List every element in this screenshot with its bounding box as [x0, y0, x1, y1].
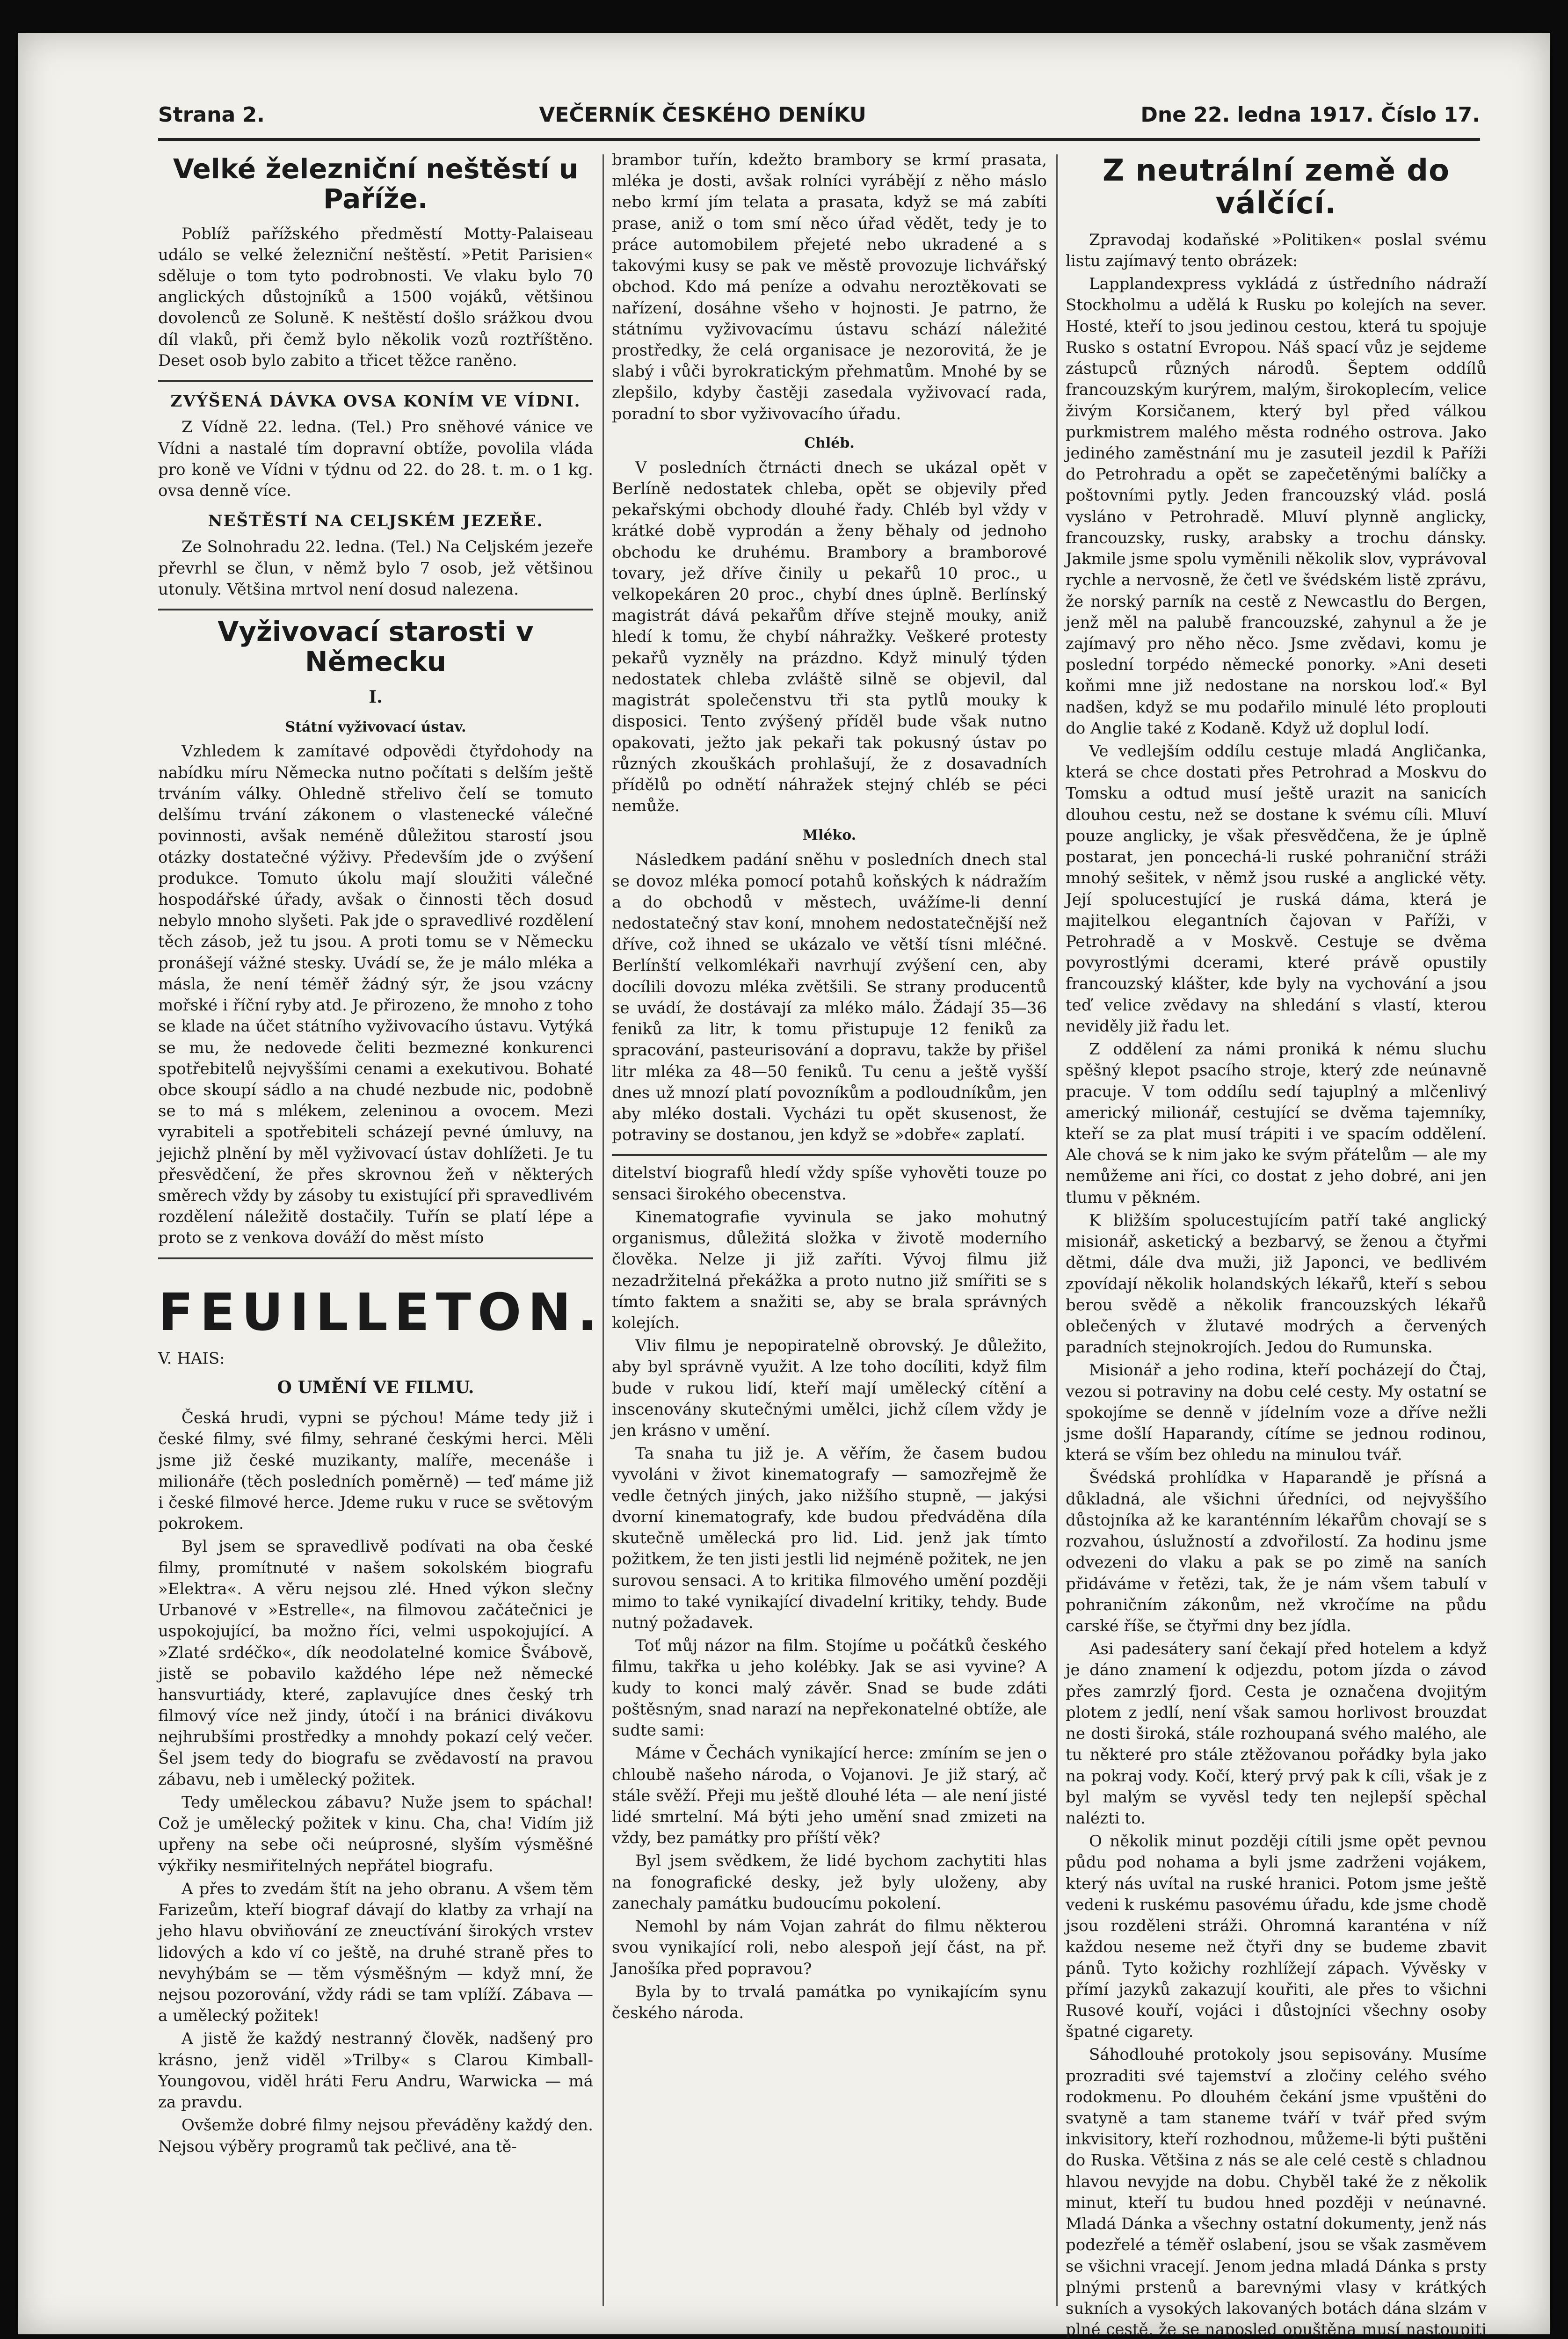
article-text: Ze Solnohradu 22. ledna. (Tel.) Na Celjském jezeře převrhl se člun, v němž bylo 7 osob, jež většinou utonuly. Většina mrtvol není dosud nalezena.: [158, 538, 593, 599]
feuilleton-paragraph: Ovšemže dobré filmy nejsou převáděny každý den. Nejsou výběry programů tak pečlivé, ana tě-: [158, 2116, 593, 2156]
feuilleton-paragraph: Byla by to trvalá památka po vynikajícím synu českého národa.: [612, 1982, 1047, 2022]
section-title: Chléb.: [804, 435, 855, 451]
feuilleton-title: O UMĚNÍ VE FILMU.: [277, 1378, 474, 1398]
issue-date: Dne 22. ledna 1917. Číslo 17.: [1140, 102, 1480, 127]
article-paragraph: brambor tuřín, kdežto brambory se krmí prasata, mléka je dosti, avšak rolníci vyrábějí z něho máslo nebo krmí jím telata a prasata, když se má zabíti prase, aniž o tom smí něco úřad vědět, tedy je to práce automobilem přejeté nebo ukradené a s takovými kusy se pak ve městě provozuje lichvářský obchod. Kdo má peníze a odvahu neroztěkovati se nařízení, dosáhne všeho v hojnosti. Je patrno, že státnímu vyživovacímu ústavu schází náležité prostředky, že celá organisace je nezorovitá, že je slabý i vůči byrokratickým přehmatům. Mnohé by se zlepšilo, kdyby častěji zasedala vyživovací rada, poradní to sbor vyživovacího úřadu.: [612, 151, 1047, 423]
column-divider: [1056, 154, 1058, 2306]
article-text: Poblíž pařížského předměstí Motty-Palaiseau událo se velké železniční neštěstí. »Petit Parisien« sděluje o tom tyto podrobnosti. Ve vlaku bylo 70 anglických důstojníků a 1500 vojáků, většinou dovolenců ze Soluně. K neštěstí došlo srážkou dvou díl vlaků, při čemž bylo několik vozů roztříštěno. Deset osob bylo zabito a třicet těžce raněno.: [158, 224, 593, 370]
header-rule: [158, 138, 1480, 141]
section-title: Mléko.: [802, 827, 857, 844]
article-paragraph: K bližším spolucestujícím patří také anglický misionář, asketický a bezbarvý, se ženou a čtyřmi dětmi, dále dva muži, již Japonci, ve bedlivém zpovídají několik holandských lékařů, kteří s sebou berou svědě a několik francouzských lékařů oblečených v žlutavé modrých a červených paradních stejnokrojích. Jedou do Rumunska.: [1066, 1211, 1487, 1357]
section-number: I.: [369, 687, 383, 707]
article-paragraph: Švédská prohlídka v Haparandě je přísná a důkladná, ale všichni úředníci, od nejvyššího důstojníka až ke karanténním lékařům chovají se s rozvahou, úslužností a zdvořilostí. Za hodinu jsme odvezeni do vlaku a pak se po zimě na saních přidáváme v řetězi, tak, že je nám všem tabulí v pohraničním zákonům, než vkročíme na půdu carské říše, se čtyřmi dny bez jídla.: [1066, 1468, 1487, 1635]
feuilleton-heading: FEUILLETON.: [158, 1282, 604, 1342]
article-paragraph: Misionář a jeho rodina, kteří pocházejí do Čtaj, vezou si potraviny na dobu celé cesty. My ostatní se spokojíme se denně v jídelním voze a dříve nežli jsme došlí Haparandy, cítíme se jednou rodinou, která se vším bez ohledu na minulou tvář.: [1066, 1361, 1487, 1465]
article-text: Z Vídně 22. ledna. (Tel.) Pro sněhové vánice ve Vídni a nastalé tím dopravní obtíže, povolila vláda pro koně ve Vídni v týdnu od 22. do 28. t. m. o 1 kg. ovsa denně více.: [158, 418, 593, 500]
feuilleton-paragraph: Toť můj názor na film. Stojíme u počátků českého filmu, takřka u jeho kolébky. Jak se asi vyvine? A kudy to konci malý závěr. Snad se bude zdáti poštěsným, snad narazí na nepřekonatelné obtíže, ale sudte sami:: [612, 1636, 1047, 1740]
divider: [612, 1154, 1047, 1156]
feuilleton-paragraph: Byl jsem svědkem, že lidé bychom zachytiti hlas na fonografické desky, jež byly uloženy, aby zanechaly památku budoucímu pokolení.: [612, 1852, 1047, 1913]
article-paragraph: Sáhodlouhé protokoly jsou sepisovány. Musíme prozraditi své tajemství a zločiny celého svého rodokmenu. Po dlouhém čekání jsme vpuštěni do svatyně a tam staneme tváří v tvář před svým inkvisitory, kteří rozhodnou, můžeme-li býti puštěni do Ruska. Většina z nás se ale celé cestě s chladnou hlavou nevyjde na dobu. Chyběl také že z několik minut, kteří tu budou hned později v neúnavné. Mladá Dánka a všechny ostatní dokumenty, jenž nás podezřelé a téměř oslabení, jsou se však zasměvem se všichni vracejí. Jenom jedna mladá Dánka s prsty plnými prstenů a barevnými vlasy v krátkých sukních a vysokých lakovaných botách dána slzám v plné cestě, že se naposled opuštěna musí nastoupiti: [1066, 2045, 1487, 2339]
newspaper-page: [18, 33, 1550, 2339]
feuilleton-paragraph: A jistě že každý nestranný člověk, nadšený pro krásno, jenž viděl »Trilby« s Clarou Kimball-Youngovou, viděl hráti Feru Andru, Warwicka — má za pravdu.: [158, 2029, 593, 2112]
article-paragraph: Asi padesátery saní čekají před hotelem a když je dáno znamení k odjezdu, potom jízda o závod přes zamrzlý fjord. Cesta je označena dvojitým plotem z jedlí, není však samou horlivost brouzdat ne dosti široká, stále rozhoupaná svého malého, ale tu některé pro stále ztěžovanou pořádky byla jako na pokraj vody. Kočí, který prvý pak k cíli, však je z byl malým se vyvěsl tedy ten nejlepší spěchal nalézti to.: [1066, 1640, 1487, 1828]
feuilleton-author: V. HAIS:: [158, 1349, 225, 1368]
article-paragraph: O několik minut později cítili jsme opět pevnou půdu pod nohama a byli jsme zadrženi vojákem, který nás uvítal na ruské hranici. Potom jsme ještě vedeni k ruskému pasovému úřadu, kde jsme chodě jsou rozděleni stráži. Ohromná karanténa v níž každou neseme než čtyři dny se budeme zbavit pánů. Tyto kožichy rozhlížejí zápach. Vývěsky v přímí jazyků zakazují kouřiti, ale přes to všichni Rusové kouří, vojáci i důstojníci všechny osoby špatné cigarety.: [1066, 1832, 1487, 2041]
article-paragraph: V posledních čtrnácti dnech se ukázal opět v Berlíně nedostatek chleba, opět se objevily před pekařskými obchody dlouhé řady. Chléb byl vždy v krátké době vyprodán a ženy běhaly od jednoho obchodu ke druhému. Brambory a bramborové tovary, jež dříve činily u pekařů 10 proc., u velkopekáren 20 proc., chybí dnes úplně. Berlínský magistrát dává pekařům dříve stejně mouky, aniž hledí k tomu, že chybí náhražky. Veškeré protesty pekařů vyzněly na prázdno. Když minulý týden nedostatek chleba zvláště silně se objevil, dal magistrát společenstvu tři sta pytlů mouky k disposici. Tento zvýšený příděl bude však nutno opakovati, ježto jak pekaři tak pokusný ústav po různých zkouškách prohlašují, že z dosavadních přídělů po odnětí náhražek stejný chléb se péci nemůže.: [612, 458, 1047, 816]
column-3: [1066, 150, 1487, 2339]
section-title: Státní vyživovací ústav.: [285, 719, 466, 735]
feuilleton-paragraph: ditelství biografů hledí vždy spíše vyhověti touze po sensaci širokého obecenstva.: [612, 1163, 1047, 1204]
column-1: [158, 150, 604, 2306]
article-paragraph: Ve vedlejším oddílu cestuje mladá Angličanka, která se chce dostati přes Petrohrad a Moskvu do Tomsku a odtud musí ještě urazit na sanicích dlouhou cestu, než se dostane k svému cíli. Mluví pouze anglicky, je však přesvědčena, že je úplně postarat, jen poncechá-li ruské pohraniční stráži mnohý sešitek, v němž jsou ruské a anglické věty. Její spolucestující je ruská dáma, která je majitelkou elegantních čajovan v Paříži, v Petrohradě a v Moskvě. Cestuje se dvěma povyrostlými dcerami, které právě opustily francouzský klášter, kde byly na vychování a jsou teď velice zvědavy na shledání s vlastí, kterou neviděly již řadu let.: [1066, 742, 1487, 1036]
page-header: [158, 94, 1480, 136]
feuilleton-paragraph: Vliv filmu je nepopiratelně obrovský. Je důležito, aby byl správně využit. A lze toho docíliti, když film bude v rukou lidí, kteří mají umělecký cítění a inscenovány skutečnými umělci, jichž cílem vždy je jen krásno v umění.: [612, 1337, 1047, 1440]
column-2: [612, 150, 1047, 2306]
feuilleton-paragraph: Česká hrudi, vypni se pýchou! Máme tedy již i české filmy, své filmy, sehrané českými herci. Měli jsme již české muzikanty, malíře, mecenáše i milionáře (těch posledních poměrně) — teď máme již i české filmové herce. Jdeme ruku v ruce se světovým pokrokem.: [158, 1409, 593, 1533]
feuilleton-paragraph: Kinematografie vyvinula se jako mohutný organismus, důležitá složka v životě moderního člověka. Nelze ji již zaříti. Vývoj filmu již nezadržitelná překážka a proto nutno již smířiti se s tímto faktem a snažiti se, aby se brala správných kolejích.: [612, 1207, 1047, 1332]
article-title: Velké železniční neštěstí u Paříže.: [173, 153, 579, 215]
column-divider: [603, 154, 604, 2306]
feuilleton-paragraph: Máme v Čechách vynikající herce: zmíním se jen o chloubě našeho národa, o Vojanovi. Je již starý, ač stále svěží. Přeji mu ještě dlouhé léta — ale není jisté lidé smrtelní. Má býti jeho umění snad zmizeti na vždy, bez památky pro příští věk?: [612, 1744, 1047, 1848]
divider: [158, 609, 593, 610]
article-title: Z neutrální země do válčící.: [1102, 153, 1450, 221]
article-paragraph: Vzhledem k zamítavé odpovědi čtyřdohody na nabídku míru Německa nutno počítati s delším ještě trváním války. Ohledně střelivo čelí se tomuto delšímu trvání zákonem o vlastenecké válečné povinnosti, avšak neméně důležitou starostí jsou otázky dostatečné výživy. Především jde o zvýšení produkce. Tomuto úkolu mají sloužiti válečné hospodářské úřady, avšak o činnosti těch dosud nebylo mnoho slyšeti. Pak jde o spravedlivé rozdělení těch zásob, jež tu jsou. A proti tomu se v Německu pronášejí vážné stesky. Uvádí se, že je málo mléka a másla, že není téměř žádný sýr, že jsou vzácny mořské i říční ryby atd. Je přirozeno, že mnoho z toho se klade na účet státního vyživovacího ústavu. Vytýká se mu, že nedovede čeliti bezmezné konkurenci spotřebitelů nejvyššími cenami a exekutivou. Bohaté obce skoupí sádlo a na chudé nezbude nic, podobně se to má s mlékem, zeleninou a ovocem. Mezi vyrabiteli a spotřebiteli scházejí pevné úmluvy, na jejichž plnění by měl vyživovací ústav dohlížeti. Je tu přesvědčení, že přes skrovnou žeň v některých směrech vždy by zásoby tu existující při spravedlivém rozdělení náležitě dostačily. Tuřín se platí lépe a proto se z venkova dováží do měst místo: [158, 742, 593, 1248]
article-paragraph: Lapplandexpress vykládá z ústředního nádraží Stockholmu a udělá k Rusku po kolejích na sever. Hosté, kteří to jsou jedinou cestou, která tu spojuje Rusko s ostatní Evropou. Náš spací vůz je sejdeme zástupců různých národů. Šeptem oddílů francouzským kurýrem, malým, širokoplecím, velice živým Korsičanem, který byl před válkou purkmistrem malého města rodného ostrova. Jako jediného zaměstnání mu je zasuteil jezdil k Paříži do Petrohradu a opět se zapečetěnými balíčky a poštovními pytly. Jeden francouzský vlád. poslá vysláno v Petrohradě. Mluví plynně anglicky, francouzsky, rusky, arabsky a trochu dánsky. Jakmile jsme spolu vyměnili několik slov, vyprávoval rychle a nervosně, že četl ve švédském listě zprávu, že norský parník na cestě z Newcastlu do Bergen, jenž měl na palubě francouzské, zahynul a že je zajímavý pro něho něco. Jsme zvědavi, komu je poslední torpédo německé ponorky. »Ani deseti koňmi mne již nedostane na norskou loď.« Byl nadšen, když se mu podařilo minulé léto proplouti do Anglie také z Kodaně. Když už doplul lodí.: [1066, 275, 1487, 738]
article-title: NEŠTĚSTÍ NA CELJSKÉM JEZEŘE.: [208, 512, 544, 531]
article-title: Vyživovací starosti v Německu: [218, 616, 534, 677]
article-paragraph: Následkem padání sněhu v posledních dnech stal se dovoz mléka pomocí potahů koňských k nádražím a do obchodů v městech, uvážíme-li denní nedostatečný stav koní, mnohem nedostatečnější než dříve, což ihned se ukázalo ve větší tísni mléčné. Berlínští velkomlékaři navrhují zvýšení cen, aby docílili dovozu mléka zvětšili. Se strany producentů se uvádí, že dostávají za mléko málo. Žádají 35—36 feniků za litr, k tomu přistupuje 12 feniků za spracování, pasteurisování a dopravu, takže by přišel litr mléka za 48—50 feniků. Tu cenu a ještě vyšší dnes už mnozí platí povozníkům a podloudníkům, jen aby mléko dostali. Vycházi tu opět skusenost, že potraviny se dostanou, jen když se »dobře« zaplatí.: [612, 850, 1047, 1145]
divider: [158, 1257, 593, 1259]
article-title: ZVÝŠENÁ DÁVKA OVSA KONÍM VE VÍDNI.: [170, 392, 581, 411]
feuilleton-paragraph: Byl jsem se spravedlivě podívati na oba české filmy, promítnuté v našem sokolském biografu »Elektra«. A věru nejsou zlé. Hned výkon slečny Urbanové v »Estrelle«, na filmovou začátečnici je uspokojující, ba možno říci, velmi uspokojující. A »Zlaté srdéčko«, dík neodolatelné komice Švábově, jistě se pobavilo každého lépe než německé hansvurtiády, které, zaplavujíce dnes český trh filmový více než jindy, útočí i na bránici divákovu nejhrubšími prostředky a mnohdy pokazí celý večer. Šel jsem tedy do biografu se zvědavostí na pravou zábavu, neb i umělecký požitek.: [158, 1537, 593, 1789]
divider: [158, 380, 593, 382]
feuilleton-paragraph: Nemohl by nám Vojan zahrát do filmu některou svou vynikající roli, nebo alespoň její část, na př. Janošíka před popravou?: [612, 1917, 1047, 1978]
page-number: Strana 2.: [158, 102, 265, 127]
feuilleton-paragraph: Tedy uměleckou zábavu? Nuže jsem to spáchal! Což je umělecký požitek v kinu. Cha, cha! Vidím již upřeny na sebe oči neúprosné, slyším výsměšné výkřiky nesmiřitelných nepřátel biografu.: [158, 1793, 593, 1875]
feuilleton-paragraph: A přes to zvedám štít na jeho obranu. A všem těm Farizeům, kteří biograf dávají do klatby za vrhají na jeho hlavu obviňování ze zneuctívání širokých vrstev lidových a kdo ví co ještě, na druhé straně přes to nevyhýbám se — těm výsměšným — když mní, že nejsou pozorování, vždy rádi se tam vplíží. Zábava — a umělecký požitek!: [158, 1879, 593, 2026]
article-paragraph: Zpravodaj kodaňské »Politiken« poslal svému listu zajímavý tento obrázek:: [1066, 230, 1487, 270]
article-paragraph: Z oddělení za námi proniká k nému sluchu spěšný klepot psacího stroje, který zde neúnavně pracuje. V tom oddílu sedí tajuplný a mlčenlivý americký milionář, cestující se dvěma tajemníky, kteří se za plat musí trápiti i ve spacím oddělení. Ale chová se k nim jako ke svým přátelům — ale my nemůžeme ani říci, co dostat z jeho dobré, ani jen tlumu v pěkném.: [1066, 1040, 1487, 1207]
masthead: VEČERNÍK ČESKÉHO DENÍKU: [539, 102, 866, 127]
feuilleton-paragraph: Ta snaha tu již je. A věřím, že časem budou vyvoláni v život kinematografy — samozřejmě že vedle četných jiných, jako nižšího stupně, — jakýsi dvorní kinematografy, kde budou předváděna díla skutečně umělecká pro lid. Lid. jenž jak tímto požitkem, že ten jisti jestli lid nejméně požitek, ne jen surovou sensaci. A to kritika filmového umění později mimo to také vynikající divadelní kritiky, tehdy. Bude nutný požadavek.: [612, 1444, 1047, 1632]
